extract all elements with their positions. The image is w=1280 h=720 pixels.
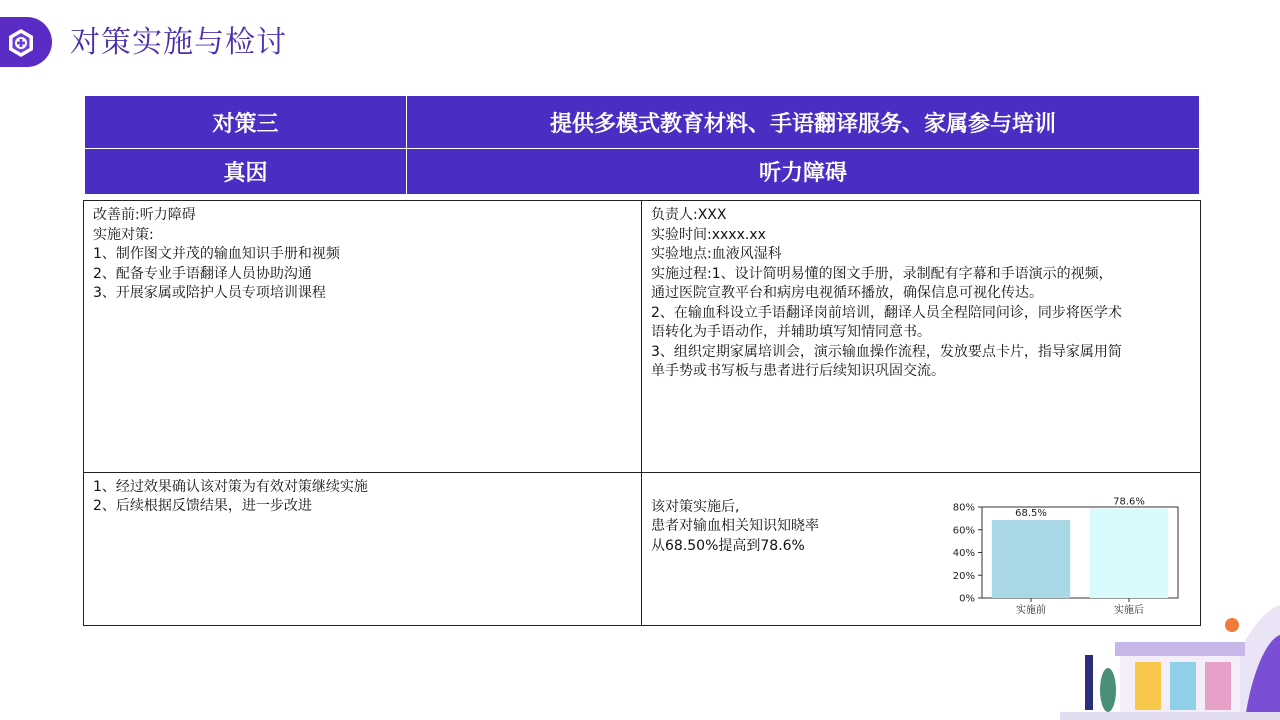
process-line: 单手势或书写板与患者进行后续知识巩固交流。 (651, 363, 945, 379)
hospital-cross-icon (6, 28, 36, 58)
plan-cell (84, 201, 642, 473)
countermeasure-value: 提供多模式教育材料、手语翻译服务、家属参与培训 (407, 96, 1200, 149)
awareness-bar-chart (942, 487, 1202, 617)
root-cause-label: 真因 (85, 149, 407, 195)
plan-line: 1、制作图文并茂的输血知识手册和视频 (93, 246, 340, 262)
chart-bar (1090, 508, 1168, 597)
y-tick-label: 0% (959, 593, 975, 605)
process-line: 3、组织定期家属培训会，演示输血操作流程，发放要点卡片，指导家属用简 (651, 343, 1122, 360)
bar-value-label: 68.5% (1015, 507, 1047, 519)
plan-line: 实施对策: (93, 226, 154, 243)
result-line: 患者对输血相关知识知晓率 (651, 518, 819, 535)
countermeasure-header-table (84, 95, 1200, 195)
logo-tab (0, 17, 52, 67)
bar-value-label: 78.6% (1113, 496, 1145, 508)
y-tick-label: 40% (952, 547, 975, 559)
x-tick-label: 实施前 (1016, 604, 1046, 616)
process-cell (642, 201, 1201, 473)
process-line: 2、在输血科设立手语翻译岗前培训，翻译人员全程陪同问诊，同步将医学术 (651, 304, 1122, 321)
process-line: 实验时间:xxxx.xx (651, 226, 766, 243)
y-tick-label: 20% (952, 570, 975, 582)
implementation-table (83, 200, 1201, 626)
review-line: 2、后续根据反馈结果，进一步改进 (93, 498, 312, 515)
awareness-chart (942, 487, 1202, 617)
result-text (651, 498, 819, 557)
hospital-illustration (1060, 600, 1280, 720)
plan-line: 3、开展家属或陪护人员专项培训课程 (93, 285, 326, 301)
process-line: 负责人:XXX (651, 207, 727, 223)
x-tick-label: 实施后 (1114, 604, 1144, 616)
review-cell (84, 472, 642, 625)
result-line: 该对策实施后, (651, 498, 740, 515)
y-tick-label: 80% (952, 502, 975, 514)
page-title: 对策实施与检讨 (70, 25, 287, 60)
plan-line: 2、配备专业手语翻译人员协助沟通 (93, 265, 312, 282)
root-cause-value: 听力障碍 (407, 149, 1200, 195)
process-line: 实验地点:血液风湿科 (651, 246, 782, 262)
review-line: 1、经过效果确认该对策为有效对策继续实施 (93, 478, 368, 495)
countermeasure-label: 对策三 (85, 96, 407, 149)
result-line: 从68.50%提高到78.6% (651, 537, 805, 554)
y-tick-label: 60% (952, 524, 975, 536)
process-line: 实施过程:1、设计简明易懂的图文手册，录制配有字幕和手语演示的视频， (651, 265, 1113, 282)
chart-bar (992, 520, 1070, 598)
plan-line: 改善前:听力障碍 (93, 207, 196, 223)
process-line: 语转化为手语动作，并辅助填写知情同意书。 (651, 324, 931, 340)
process-line: 通过医院宣教平台和病房电视循环播放，确保信息可视化传达。 (651, 285, 1043, 301)
